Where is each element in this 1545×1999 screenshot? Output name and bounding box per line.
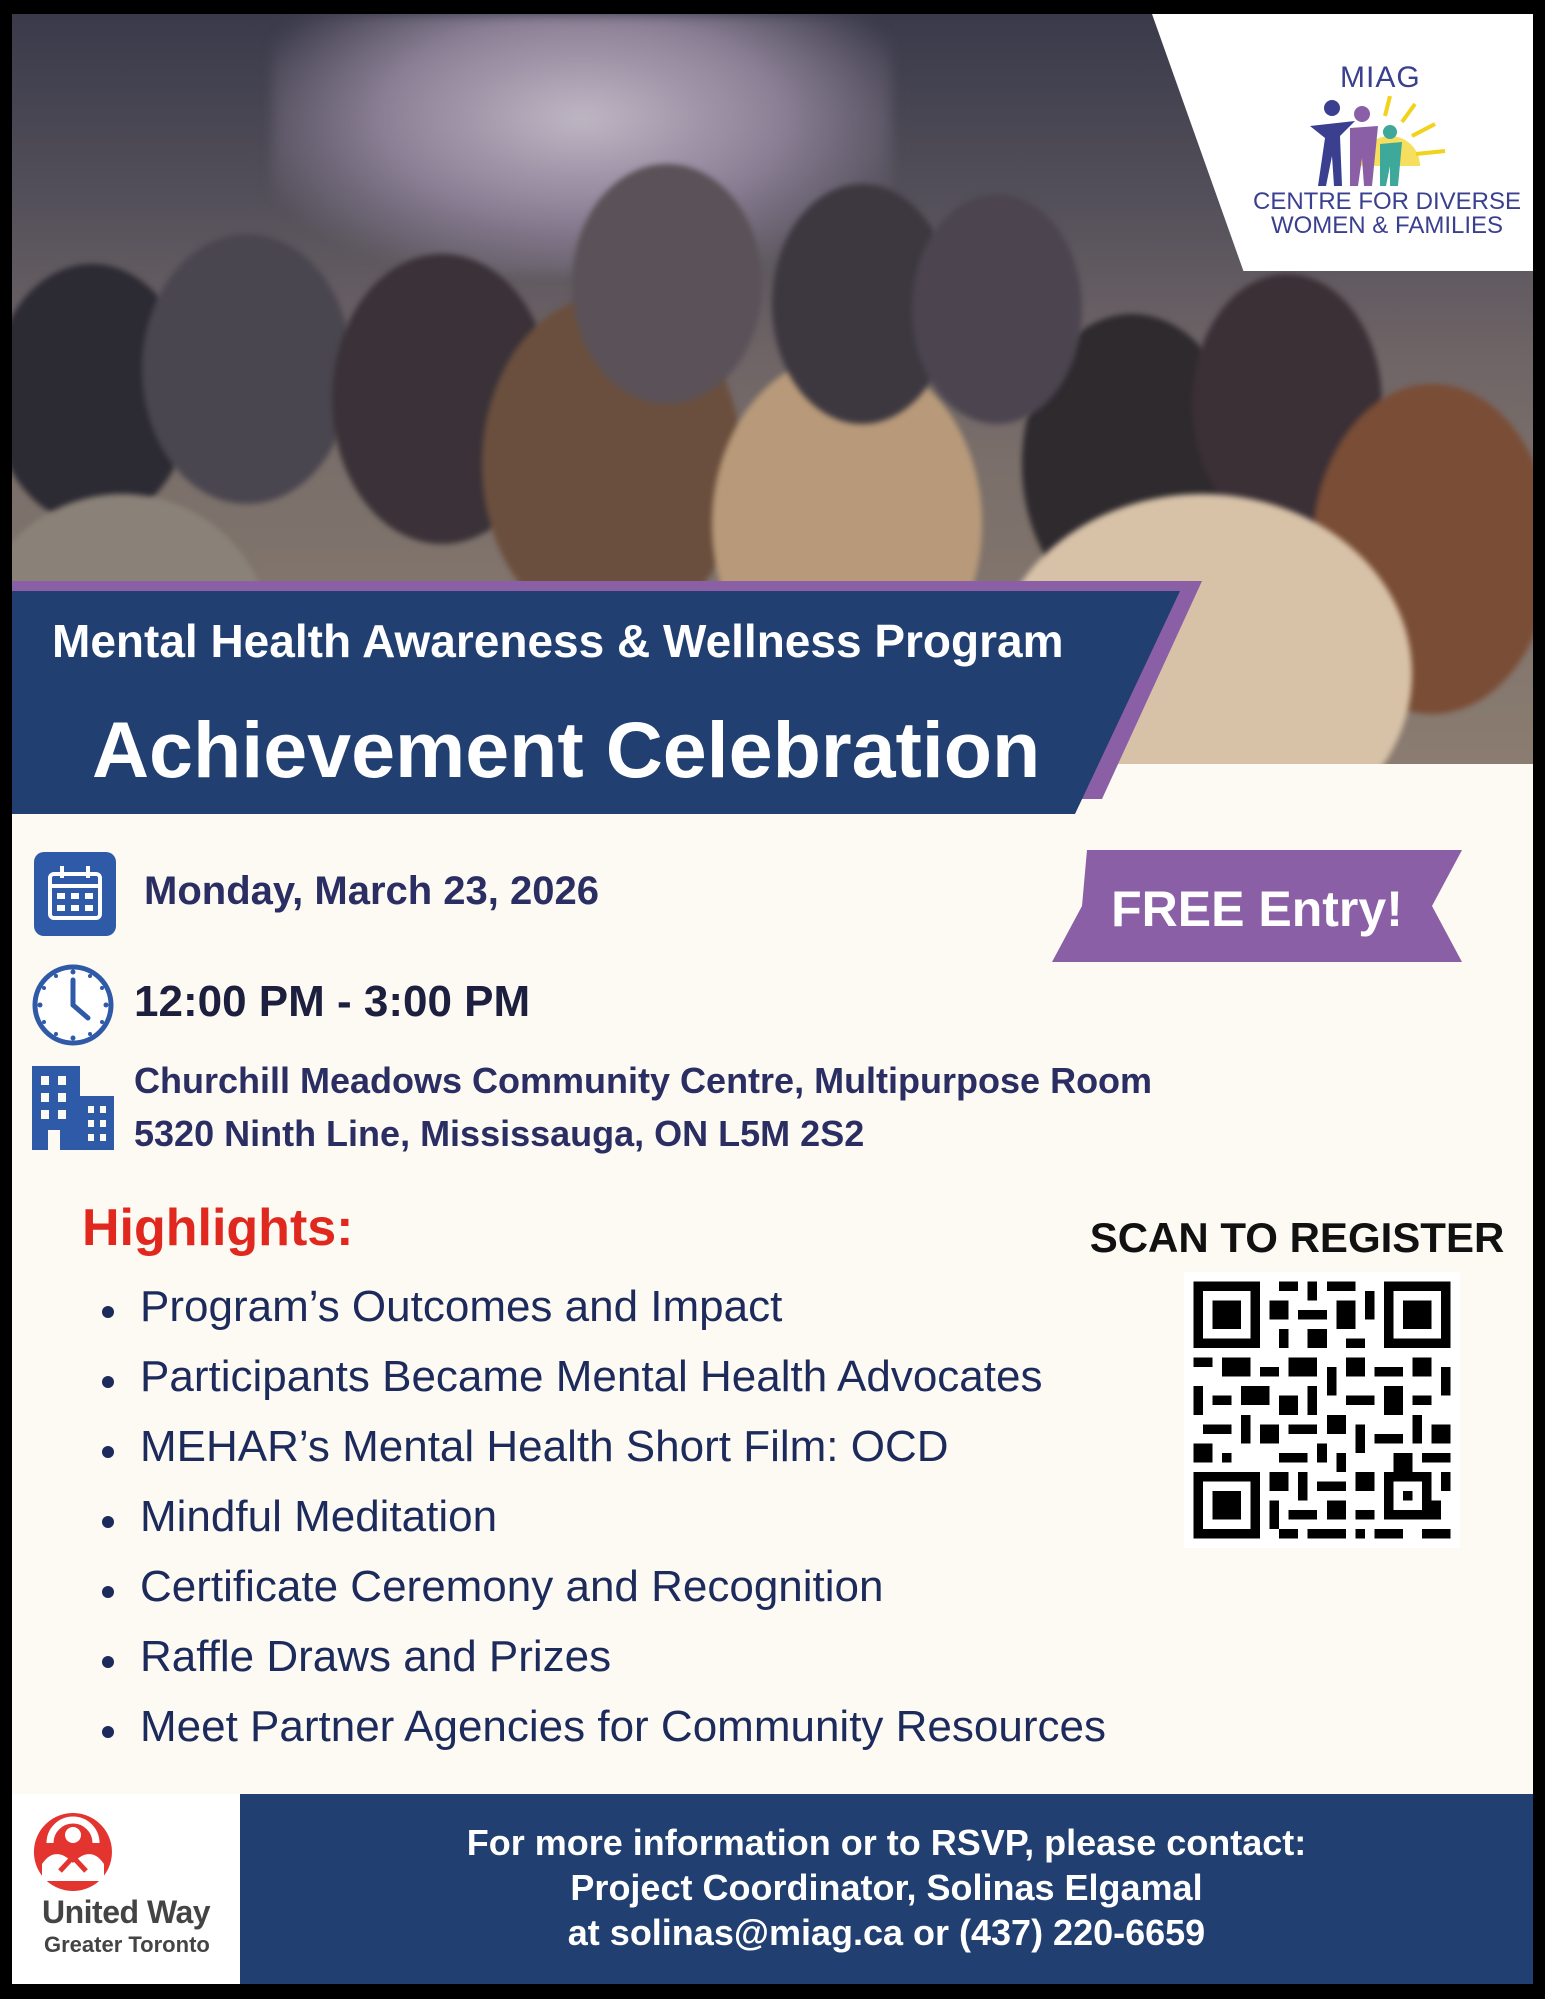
event-date: Monday, March 23, 2026 — [144, 869, 599, 913]
list-item: Meet Partner Agencies for Community Resources — [90, 1696, 1106, 1766]
list-item: Certificate Ceremony and Recognition — [90, 1556, 1106, 1626]
qr-code[interactable] — [1184, 1272, 1460, 1548]
org-name: MIAG — [1340, 61, 1421, 94]
list-item: Participants Became Mental Health Advocates — [90, 1346, 1106, 1416]
list-item: Mindful Meditation — [90, 1486, 1106, 1556]
sponsor-name: United Way — [42, 1894, 211, 1930]
highlights-list — [90, 1276, 1106, 1766]
free-entry-label: FREE Entry! — [1111, 881, 1403, 937]
event-time: 12:00 PM - 3:00 PM — [134, 977, 531, 1026]
program-title: Mental Health Awareness & Wellness Program — [52, 615, 1064, 667]
clock-icon — [30, 962, 116, 1048]
united-way-logo — [30, 1809, 116, 1895]
flyer — [12, 14, 1533, 1984]
sponsor-region: Greater Toronto — [44, 1932, 210, 1957]
contact-line-3: at solinas@miag.ca or (437) 220-6659 — [567, 1912, 1206, 1953]
org-subtitle-line1: CENTRE FOR DIVERSE — [1252, 188, 1522, 215]
event-address: 5320 Ninth Line, Mississauga, ON L5M 2S2 — [134, 1113, 865, 1154]
contact-line-2: Project Coordinator, Solinas Elgamal — [570, 1867, 1203, 1908]
calendar-icon — [34, 852, 116, 936]
highlights-title: Highlights: — [82, 1199, 354, 1257]
miag-logo — [1290, 96, 1460, 196]
org-subtitle-line2: WOMEN & FAMILIES — [1270, 212, 1504, 239]
contact-line-1: For more information or to RSVP, please contact: — [466, 1822, 1307, 1863]
list-item: Raffle Draws and Prizes — [90, 1626, 1106, 1696]
org-subtitle — [1242, 190, 1532, 238]
list-item: MEHAR’s Mental Health Short Film: OCD — [90, 1416, 1106, 1486]
list-item: Program’s Outcomes and Impact — [90, 1276, 1106, 1346]
event-title: Achievement Celebration — [92, 705, 1041, 794]
event-venue: Churchill Meadows Community Centre, Multipurpose Room — [134, 1060, 1153, 1101]
building-icon — [32, 1066, 118, 1150]
scan-to-register-label: SCAN TO REGISTER — [1089, 1214, 1505, 1261]
